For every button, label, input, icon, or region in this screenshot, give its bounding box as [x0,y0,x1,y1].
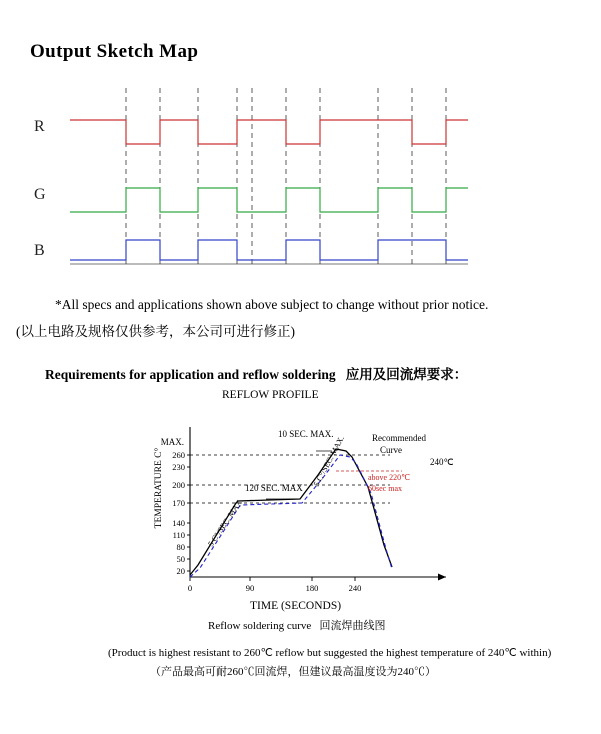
sketch-label-r: R [34,118,45,135]
svg-text:200: 200 [172,480,185,490]
sketch-label-b: B [34,242,45,259]
annotation-120sec-max: 120 SEC. MAX [245,483,303,493]
sketch-label-g: G [34,186,46,203]
annotation-above-220c: above 220℃ [368,473,411,482]
annotation-curve: Curve [380,445,402,455]
footnote-chinese: （产品最高可耐260℃回流焊，但建议最高温度设为240℃） [150,666,436,678]
chart-caption [208,617,386,633]
reflow-profile-chart [140,405,470,605]
section-heading-cn: 应用及回流焊要求： [345,367,468,382]
svg-text:170: 170 [172,498,185,508]
svg-text:90: 90 [245,583,255,593]
footnote-english: (Product is highest resistant to 260℃ reflow but suggested the highest temperature of 240℃ within) [108,647,552,659]
svg-text:230: 230 [172,462,185,472]
reflow-profile-title: REFLOW PROFILE [222,389,319,401]
svg-text:80: 80 [176,542,185,552]
svg-text:20: 20 [176,566,185,576]
svg-text:260: 260 [172,450,185,460]
chart-x-axis-label: TIME (SECONDS) [250,600,342,612]
annotation-60sec-max: 60sec max [368,484,402,493]
svg-text:0: 0 [187,583,193,593]
page-title: Output Sketch Map [30,40,199,62]
chart-caption-en: Reflow soldering curve [208,620,312,632]
annotation-recommended: Recommended [372,433,426,443]
chart-y-axis-label: TEMPERATURE C° [154,447,164,529]
svg-text:240: 240 [348,583,362,593]
sketch-svg [30,72,500,272]
annotation-10sec-max: 10 SEC. MAX. [278,429,334,439]
svg-text:5 C°/SEC. MAX.: 5 C°/SEC. MAX. [206,496,246,549]
annotation-240c: 240℃ [430,457,454,467]
svg-text:140: 140 [172,518,185,528]
svg-text:5 C°/SEC. MAX.: 5 C°/SEC. MAX. [311,434,347,488]
note-specs-english: *All specs and applications shown above subject to change without prior notice. [55,297,489,312]
svg-text:MAX.: MAX. [160,437,184,447]
chart-caption-cn: 回流焊曲线图 [319,620,386,632]
output-sketch-diagram [30,72,500,272]
section-heading [45,363,467,383]
svg-text:110: 110 [172,530,185,540]
svg-text:50: 50 [176,554,185,564]
svg-text:180: 180 [305,583,319,593]
note-specs-chinese: (以上电路及规格仅供参考，本公司可进行修正) [16,324,295,339]
section-heading-en: Requirements for application and reflow soldering [45,367,336,382]
